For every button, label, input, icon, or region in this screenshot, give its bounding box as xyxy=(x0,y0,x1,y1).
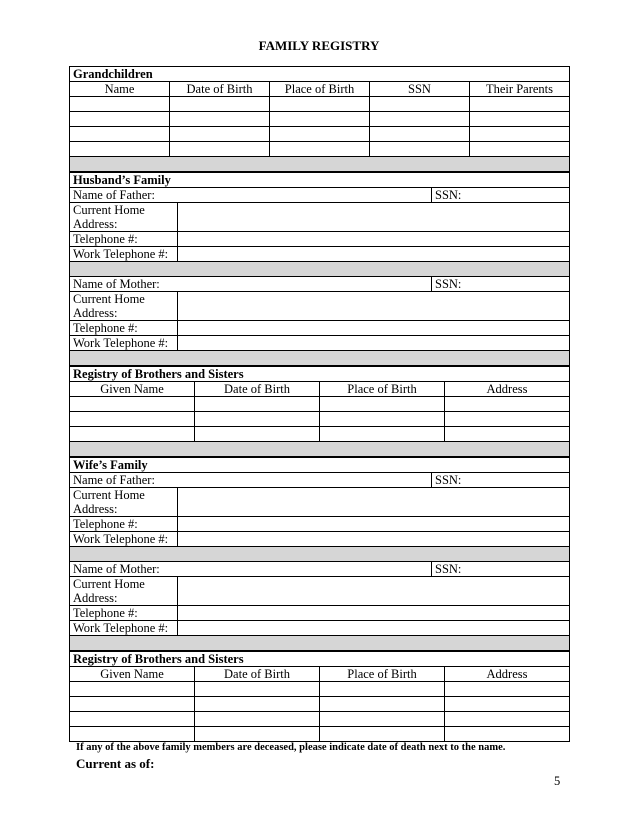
father-ssn-field[interactable]: SSN: xyxy=(432,188,570,203)
telephone-label: Telephone #: xyxy=(70,321,178,336)
grandchildren-heading: Grandchildren xyxy=(70,67,570,82)
table-cell[interactable] xyxy=(70,142,170,157)
husband-siblings-table xyxy=(69,366,570,457)
table-cell[interactable] xyxy=(445,727,570,742)
father-name-field[interactable]: Name of Father: xyxy=(70,188,432,203)
table-cell[interactable] xyxy=(370,142,470,157)
table-cell[interactable] xyxy=(370,97,470,112)
col-header-name: Name xyxy=(70,82,170,97)
mother-address-field[interactable] xyxy=(178,577,570,606)
work-telephone-label: Work Telephone #: xyxy=(70,621,178,636)
father-address-field[interactable] xyxy=(178,488,570,517)
telephone-label: Telephone #: xyxy=(70,232,178,247)
siblings-heading: Registry of Brothers and Sisters xyxy=(70,652,570,667)
telephone-label: Telephone #: xyxy=(70,606,178,621)
father-address-field[interactable] xyxy=(178,203,570,232)
table-cell[interactable] xyxy=(70,697,195,712)
section-divider xyxy=(70,442,570,457)
col-header-their-parents: Their Parents xyxy=(470,82,570,97)
father-work-telephone-field[interactable] xyxy=(178,532,570,547)
table-cell[interactable] xyxy=(195,412,320,427)
mother-work-telephone-field[interactable] xyxy=(178,336,570,351)
section-divider xyxy=(70,547,570,562)
table-cell[interactable] xyxy=(70,427,195,442)
section-divider xyxy=(70,351,570,366)
table-cell[interactable] xyxy=(70,412,195,427)
telephone-label: Telephone #: xyxy=(70,517,178,532)
table-cell[interactable] xyxy=(270,127,370,142)
table-row xyxy=(70,112,570,127)
table-cell[interactable] xyxy=(470,97,570,112)
page-number: 5 xyxy=(554,774,561,788)
husband-family-heading: Husband’s Family xyxy=(70,173,570,188)
table-row xyxy=(70,712,570,727)
table-cell[interactable] xyxy=(70,127,170,142)
table-cell[interactable] xyxy=(195,427,320,442)
table-cell[interactable] xyxy=(445,712,570,727)
table-row xyxy=(70,127,570,142)
table-cell[interactable] xyxy=(320,427,445,442)
grandchildren-table xyxy=(69,66,570,172)
address-label: Current Home xyxy=(70,488,178,503)
table-cell[interactable] xyxy=(70,112,170,127)
col-header-address: Address xyxy=(445,382,570,397)
table-row xyxy=(70,397,570,412)
table-row xyxy=(70,427,570,442)
address-label-cont: Address: xyxy=(70,306,178,321)
table-cell[interactable] xyxy=(270,112,370,127)
table-cell[interactable] xyxy=(445,427,570,442)
table-cell[interactable] xyxy=(270,142,370,157)
col-header-place-of-birth: Place of Birth xyxy=(320,667,445,682)
table-row xyxy=(70,142,570,157)
col-header-place-of-birth: Place of Birth xyxy=(270,82,370,97)
table-cell[interactable] xyxy=(195,397,320,412)
col-header-ssn: SSN xyxy=(370,82,470,97)
table-cell[interactable] xyxy=(270,97,370,112)
family-registry-form xyxy=(69,66,569,742)
col-header-date-of-birth: Date of Birth xyxy=(195,382,320,397)
table-cell[interactable] xyxy=(470,142,570,157)
work-telephone-label: Work Telephone #: xyxy=(70,532,178,547)
col-header-given-name: Given Name xyxy=(70,382,195,397)
address-label-cont: Address: xyxy=(70,502,178,517)
address-label: Current Home xyxy=(70,292,178,307)
col-header-date-of-birth: Date of Birth xyxy=(170,82,270,97)
table-cell[interactable] xyxy=(320,682,445,697)
mother-telephone-field[interactable] xyxy=(178,606,570,621)
col-header-place-of-birth: Place of Birth xyxy=(320,382,445,397)
work-telephone-label: Work Telephone #: xyxy=(70,247,178,262)
table-cell[interactable] xyxy=(445,397,570,412)
table-cell[interactable] xyxy=(195,682,320,697)
table-cell[interactable] xyxy=(195,727,320,742)
col-header-given-name: Given Name xyxy=(70,667,195,682)
table-row xyxy=(70,697,570,712)
table-cell[interactable] xyxy=(70,397,195,412)
address-label: Current Home xyxy=(70,203,178,218)
col-header-date-of-birth: Date of Birth xyxy=(195,667,320,682)
father-work-telephone-field[interactable] xyxy=(178,247,570,262)
page-title: FAMILY REGISTRY xyxy=(258,38,380,53)
table-cell[interactable] xyxy=(370,127,470,142)
wife-family-heading: Wife’s Family xyxy=(70,458,570,473)
table-cell[interactable] xyxy=(70,727,195,742)
mother-work-telephone-field[interactable] xyxy=(178,621,570,636)
table-cell[interactable] xyxy=(470,127,570,142)
section-divider xyxy=(70,636,570,651)
husband-family-table xyxy=(69,172,570,366)
mother-name-field[interactable]: Name of Mother: xyxy=(70,277,432,292)
table-cell[interactable] xyxy=(170,127,270,142)
father-name-field[interactable]: Name of Father: xyxy=(70,473,432,488)
work-telephone-label: Work Telephone #: xyxy=(70,336,178,351)
col-header-address: Address xyxy=(445,667,570,682)
table-cell[interactable] xyxy=(70,682,195,697)
table-cell[interactable] xyxy=(445,682,570,697)
current-as-of-label: Current as of: xyxy=(76,756,155,771)
father-telephone-field[interactable] xyxy=(178,232,570,247)
table-cell[interactable] xyxy=(70,97,170,112)
table-cell[interactable] xyxy=(370,112,470,127)
table-row xyxy=(70,727,570,742)
father-ssn-field[interactable]: SSN: xyxy=(432,473,570,488)
siblings-heading: Registry of Brothers and Sisters xyxy=(70,367,570,382)
mother-address-field[interactable] xyxy=(178,292,570,321)
address-label-cont: Address: xyxy=(70,591,178,606)
mother-name-field[interactable]: Name of Mother: xyxy=(70,562,432,577)
address-label: Current Home xyxy=(70,577,178,592)
table-cell[interactable] xyxy=(320,412,445,427)
table-cell[interactable] xyxy=(70,712,195,727)
table-row xyxy=(70,97,570,112)
table-cell[interactable] xyxy=(445,412,570,427)
table-cell[interactable] xyxy=(320,727,445,742)
wife-siblings-table xyxy=(69,651,570,742)
table-cell[interactable] xyxy=(195,712,320,727)
section-divider xyxy=(70,262,570,277)
table-cell[interactable] xyxy=(320,397,445,412)
table-cell[interactable] xyxy=(195,697,320,712)
table-cell[interactable] xyxy=(320,697,445,712)
wife-family-table xyxy=(69,457,570,651)
table-cell[interactable] xyxy=(170,112,270,127)
deceased-footnote: If any of the above family members are deceased, please indicate date of death next to the name. xyxy=(76,742,506,753)
table-cell[interactable] xyxy=(320,712,445,727)
table-cell[interactable] xyxy=(170,142,270,157)
father-telephone-field[interactable] xyxy=(178,517,570,532)
table-cell[interactable] xyxy=(445,697,570,712)
table-row xyxy=(70,682,570,697)
mother-ssn-field[interactable]: SSN: xyxy=(432,277,570,292)
table-row xyxy=(70,412,570,427)
table-cell[interactable] xyxy=(170,97,270,112)
address-label-cont: Address: xyxy=(70,217,178,232)
mother-telephone-field[interactable] xyxy=(178,321,570,336)
mother-ssn-field[interactable]: SSN: xyxy=(432,562,570,577)
section-divider xyxy=(70,157,570,172)
table-cell[interactable] xyxy=(470,112,570,127)
